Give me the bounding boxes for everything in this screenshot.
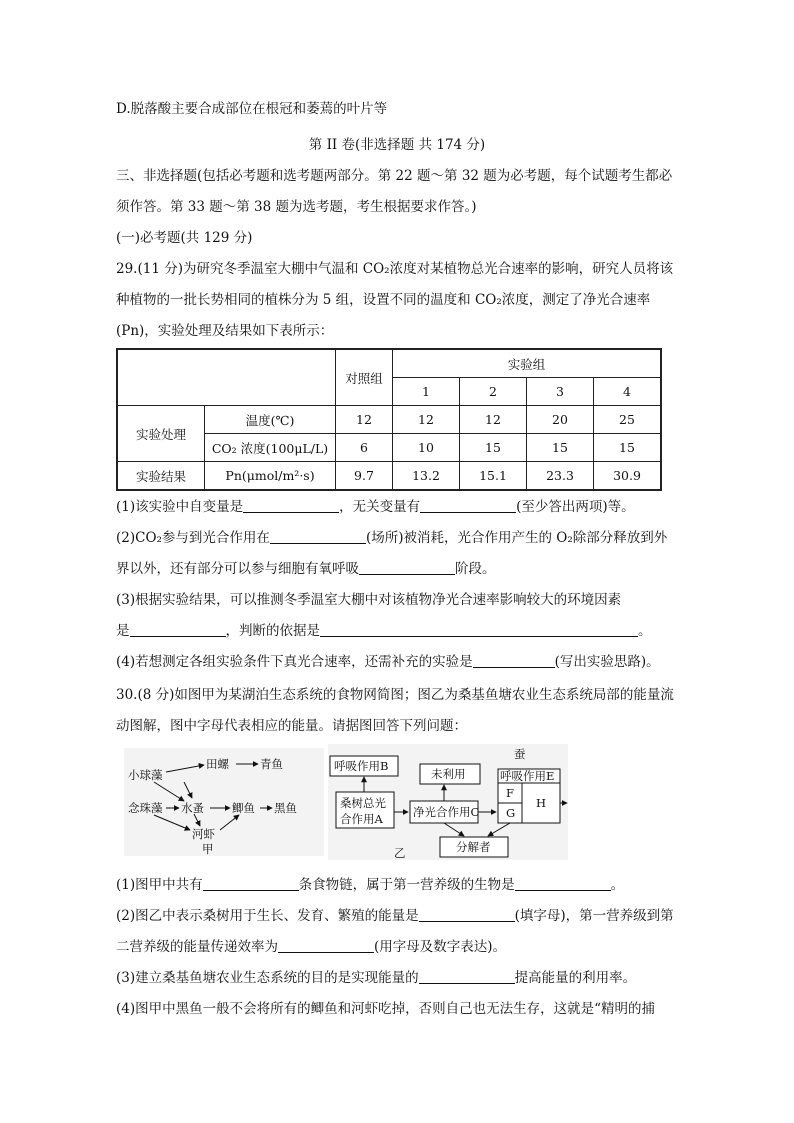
answer-blank[interactable] [419, 907, 515, 922]
answer-blank[interactable] [419, 969, 515, 984]
group-2-header: 2 [460, 378, 527, 406]
q30-1-text-a: (1)图甲中共有 [116, 877, 203, 893]
temp-cell: 20 [527, 406, 594, 434]
temp-cell: 12 [460, 406, 527, 434]
q29-3-text-d: 。 [638, 623, 652, 639]
box-sangshu-line2: 合作用A [340, 812, 383, 826]
q29-2 [116, 529, 667, 547]
q30-2-text-d: (用字母及数字表达)。 [374, 939, 507, 955]
temp-cell: 12 [393, 406, 460, 434]
answer-blank[interactable] [243, 498, 339, 513]
instructions-line-2: 须作答。第 33 题～第 38 题为选考题，考生根据要求作答。) [116, 199, 477, 215]
answer-blank[interactable] [130, 622, 226, 637]
q30-3-text-b: 提高能量的利用率。 [514, 970, 637, 986]
instructions-line-1: 三、非选择题(包括必考题和选考题两部分。第 22 题～第 32 题为必考题，每个试题考生都必 [116, 168, 673, 184]
q30-3 [116, 969, 636, 987]
q29-1-text-b: ，无关变量有 [339, 499, 421, 515]
label-can: 蚕 [514, 747, 526, 761]
q29-2-text-b: (场所)被消耗，光合作用产生的 O₂除部分释放到外 [365, 530, 668, 546]
answer-blank[interactable] [278, 938, 374, 953]
q29-4-text-a: (4)若想测定各组实验条件下真光合速率，还需补充的实验是 [116, 654, 473, 670]
pn-label: Pn(μmol/m²·s) [205, 462, 336, 491]
result-label: 实验结果 [117, 462, 205, 491]
q30-2-text-c: 二营养级的能量传递效率为 [116, 939, 278, 955]
box-huxi-e: 呼吸作用E [500, 769, 555, 783]
box-g: G [506, 806, 516, 820]
q30-2-text-a: (2)图乙中表示桑树用于生长、发育、繁殖的能量是 [116, 908, 419, 924]
required-heading: (一)必考题(共 129 分) [116, 230, 253, 246]
q29-3-text-b: 是 [116, 623, 130, 639]
box-huxi-b: 呼吸作用B [334, 759, 389, 773]
box-fenjiezhe: 分解者 [456, 840, 491, 854]
answer-blank[interactable] [320, 622, 638, 637]
q29-4 [116, 653, 660, 671]
temp-label: 温度(℃) [205, 406, 336, 434]
node-hexia: 河虾 [192, 827, 215, 841]
q29-stem-2: 种植物的一批长势相同的植株分为 5 组，设置不同的温度和 CO₂浓度，测定了净光合速率 [116, 292, 651, 308]
q29-2-text-c: 界以外，还有部分可以参与细胞有氧呼吸 [116, 561, 359, 577]
q29-3-cont [116, 622, 652, 640]
node-qingyu: 青鱼 [260, 757, 283, 771]
box-f: F [506, 786, 514, 800]
q29-stem-1: 29.(11 分)为研究冬季温室大棚中气温和 CO₂浓度对某植物总光合速率的影响，研究人员将该 [116, 261, 674, 277]
node-nianzhuzao: 念珠藻 [128, 801, 163, 815]
pn-cell: 9.7 [336, 462, 393, 491]
pn-cell: 23.3 [527, 462, 594, 491]
box-jingguang-c: 净光合作用C [413, 805, 480, 819]
table-corner [117, 349, 336, 406]
node-heiyu: 黑鱼 [274, 801, 297, 815]
q30-2 [116, 907, 674, 925]
section-title: 第 II 卷(非选择题 共 174 分) [308, 137, 486, 153]
answer-blank[interactable] [420, 498, 516, 513]
node-tianluo: 田螺 [206, 757, 229, 771]
q30-1 [116, 876, 624, 894]
energy-flow-diagram [328, 744, 568, 860]
group-1-header: 1 [393, 378, 460, 406]
q29-1 [116, 498, 635, 516]
q29-4-text-b: (写出实验思路)。 [554, 654, 660, 670]
answer-blank[interactable] [270, 529, 366, 544]
temp-cell: 12 [336, 406, 393, 434]
treatment-label: 实验处理 [117, 406, 205, 462]
q29-1-text-a: (1)该实验中自变量是 [116, 499, 244, 515]
control-header: 对照组 [336, 349, 393, 406]
node-xiaoqiuzao: 小球藻 [128, 768, 163, 782]
q30-1-text-b: 条食物链，属于第一营养级的生物是 [298, 877, 515, 893]
q29-2-text-d: 阶段。 [455, 561, 496, 577]
node-jiyu: 鲫鱼 [232, 801, 255, 815]
option-d: D.脱落酸主要合成部位在根冠和萎蔫的叶片等 [116, 101, 388, 117]
answer-blank[interactable] [203, 876, 299, 891]
box-h: H [536, 796, 547, 810]
q30-4: (4)图甲中黑鱼一般不会将所有的鲫鱼和河虾吃掉，否则自己也无法生存，这就是“精明的捕 [116, 1001, 656, 1017]
q29-2-text-a: (2)CO₂参与到光合作用在 [116, 530, 270, 546]
q30-2-text-b: (填字母)，第一营养级到第 [514, 908, 674, 924]
caption-jia: 甲 [202, 842, 214, 856]
q29-3-text-c: ，判断的依据是 [225, 623, 320, 639]
co2-cell: 15 [527, 434, 594, 462]
q30-1-text-c: 。 [610, 877, 625, 893]
experiment-table [116, 348, 662, 491]
pn-cell: 13.2 [393, 462, 460, 491]
q29-3: (3)根据实验结果，可以推测冬季温室大棚中对该植物净光合速率影响较大的环境因素 [116, 592, 622, 608]
q29-1-text-c: (至少答出两项)等。 [516, 499, 635, 515]
co2-label: CO₂ 浓度(100μL/L) [205, 434, 336, 462]
box-weiliyong: 未利用 [431, 767, 466, 781]
answer-blank[interactable] [359, 560, 455, 575]
caption-yi: 乙 [394, 846, 406, 860]
co2-cell: 15 [460, 434, 527, 462]
q29-2-cont [116, 560, 496, 578]
co2-cell: 6 [336, 434, 393, 462]
q30-stem-1: 30.(8 分)如图甲为某湖泊生态系统的食物网简图；图乙为桑基鱼塘农业生态系统局部的能量流 [116, 687, 674, 703]
group-4-header: 4 [594, 378, 662, 406]
pn-cell: 30.9 [594, 462, 662, 491]
group-3-header: 3 [527, 378, 594, 406]
co2-cell: 10 [393, 434, 460, 462]
q30-stem-2: 动图解，图中字母代表相应的能量。请据图回答下列问题： [116, 718, 467, 734]
answer-blank[interactable] [473, 653, 555, 668]
temp-cell: 25 [594, 406, 662, 434]
pn-cell: 15.1 [460, 462, 527, 491]
q30-3-text-a: (3)建立桑基鱼塘农业生态系统的目的是实现能量的 [116, 970, 419, 986]
q30-2-cont [116, 938, 506, 956]
co2-cell: 15 [594, 434, 662, 462]
q29-stem-3: (Pn)，实验处理及结果如下表所示： [116, 323, 334, 339]
box-sangshu-line1: 桑树总光 [340, 796, 386, 810]
food-web-diagram [124, 748, 324, 856]
answer-blank[interactable] [515, 876, 611, 891]
node-shuiyin: 水蚤 [181, 801, 204, 815]
exp-group-header: 实验组 [393, 349, 662, 378]
